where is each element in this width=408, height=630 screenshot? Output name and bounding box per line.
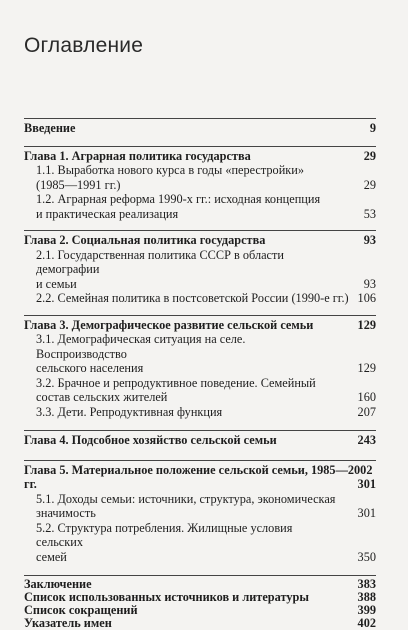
toc-section-chapter-3	[24, 315, 376, 420]
toc-entry-title: 2.2. Семейная политика в постсоветской России (1990-е гг.)	[36, 291, 349, 305]
toc-entry-title-line1: 3.2. Брачное и репродуктивное поведение. Семейный	[36, 375, 316, 390]
toc-entry-title: Заключение	[24, 577, 92, 591]
toc-entry-title: Глава 3. Демографическое развитие сельской семьи	[24, 317, 314, 332]
toc-entry-title-line2: состав сельских жителей	[36, 390, 168, 404]
toc-entry-2-2[interactable]	[24, 291, 376, 306]
toc-entry-title: 3.3. Дети. Репродуктивная функция	[36, 404, 223, 419]
toc-entry-title: Введение	[24, 121, 76, 135]
toc-entry-title-line1: 2.1. Государственная политика СССР в области демографии	[36, 247, 284, 276]
toc-entry-page: 9	[369, 121, 376, 135]
toc-entry-title-line1: 5.2. Структура потребления. Жилищные условия сельских	[36, 520, 293, 549]
toc-entry-page: 93	[363, 233, 376, 247]
toc-entry-5-2[interactable]	[24, 521, 376, 565]
toc-entry-page: 350	[357, 549, 376, 564]
toc-entry-title: Глава 4. Подсобное хозяйство сельской семьи	[24, 433, 277, 447]
toc-entry-page: 53	[363, 206, 376, 221]
toc-entry-page: 29	[363, 148, 376, 163]
toc-entry-title-line2: значимость	[36, 506, 96, 520]
toc-entry-title-line2: сельского населения	[36, 361, 144, 375]
toc-entry-3-2[interactable]	[24, 376, 376, 405]
toc-entry-page: 129	[357, 361, 376, 375]
toc-section-chapter-4	[24, 430, 376, 448]
toc-entry-3-3[interactable]	[24, 405, 376, 420]
toc-entry-page: 29	[363, 177, 376, 192]
toc-entry-title: Глава 5. Материальное положение сельской семьи, 1985—2002 гг.	[24, 462, 373, 491]
toc-entry-page: 388	[357, 590, 376, 604]
toc-entry-2-1[interactable]	[24, 248, 376, 292]
toc-section-chapter-2	[24, 230, 376, 306]
toc-entry-1-2[interactable]	[24, 192, 376, 221]
toc-entry-title: Указатель имен	[24, 616, 112, 630]
toc-entry-chapter-3[interactable]	[24, 318, 376, 333]
toc-entry-page: 402	[357, 616, 376, 630]
toc-entry-title-line1: 1.1. Выработка нового курса в годы «перестройки»	[36, 163, 304, 177]
toc-entry-page: 129	[357, 317, 376, 332]
toc-entry-chapter-4[interactable]	[24, 433, 376, 448]
toc-entry-title: Глава 2. Социальная политика государства	[24, 233, 266, 247]
toc-entry-page: 301	[357, 506, 376, 520]
table-of-contents	[24, 118, 376, 630]
toc-section-back-matter	[24, 575, 376, 630]
toc-entry-title-line1: 5.1. Доходы семьи: источники, структура, экономическая	[36, 491, 336, 506]
toc-entry-chapter-2[interactable]	[24, 233, 376, 248]
toc-entry-page: 106	[357, 291, 376, 305]
toc-entry-title-line2: и семьи	[36, 276, 77, 291]
toc-entry-intro[interactable]	[24, 121, 376, 136]
toc-entry-page: 399	[357, 603, 376, 617]
toc-entry-5-1[interactable]	[24, 492, 376, 521]
toc-entry-1-1[interactable]	[24, 163, 376, 192]
toc-entry-title-line2: и практическая реализация	[36, 206, 179, 221]
toc-section-chapter-5	[24, 460, 376, 565]
toc-entry-title-line1: 1.2. Аграрная реформа 1990-х гг.: исходная концепция	[36, 192, 321, 206]
toc-entry-title: Список сокращений	[24, 603, 138, 617]
toc-entry-title: Список использованных источников и литературы	[24, 590, 309, 604]
toc-entry-3-1[interactable]	[24, 332, 376, 376]
toc-section-intro	[24, 118, 376, 136]
toc-entry-chapter-1[interactable]	[24, 149, 376, 164]
toc-entry-page: 243	[357, 433, 376, 447]
toc-entry-page: 301	[357, 477, 376, 491]
page-title: Оглавление	[24, 34, 144, 57]
toc-entry-page: 383	[357, 577, 376, 591]
toc-section-chapter-1	[24, 146, 376, 222]
toc-entry-title-line1: 3.1. Демографическая ситуация на селе. Воспроизводство	[36, 332, 246, 361]
toc-entry-page: 160	[357, 390, 376, 404]
toc-entry-index[interactable]	[24, 617, 376, 630]
toc-entry-title-line2: семей	[36, 549, 67, 564]
toc-entry-page: 93	[363, 276, 376, 291]
toc-entry-page: 207	[357, 404, 376, 419]
toc-entry-chapter-5[interactable]	[24, 463, 376, 492]
toc-entry-title-line2: (1985—1991 гг.)	[36, 177, 121, 192]
toc-entry-title: Глава 1. Аграрная политика государства	[24, 148, 251, 163]
